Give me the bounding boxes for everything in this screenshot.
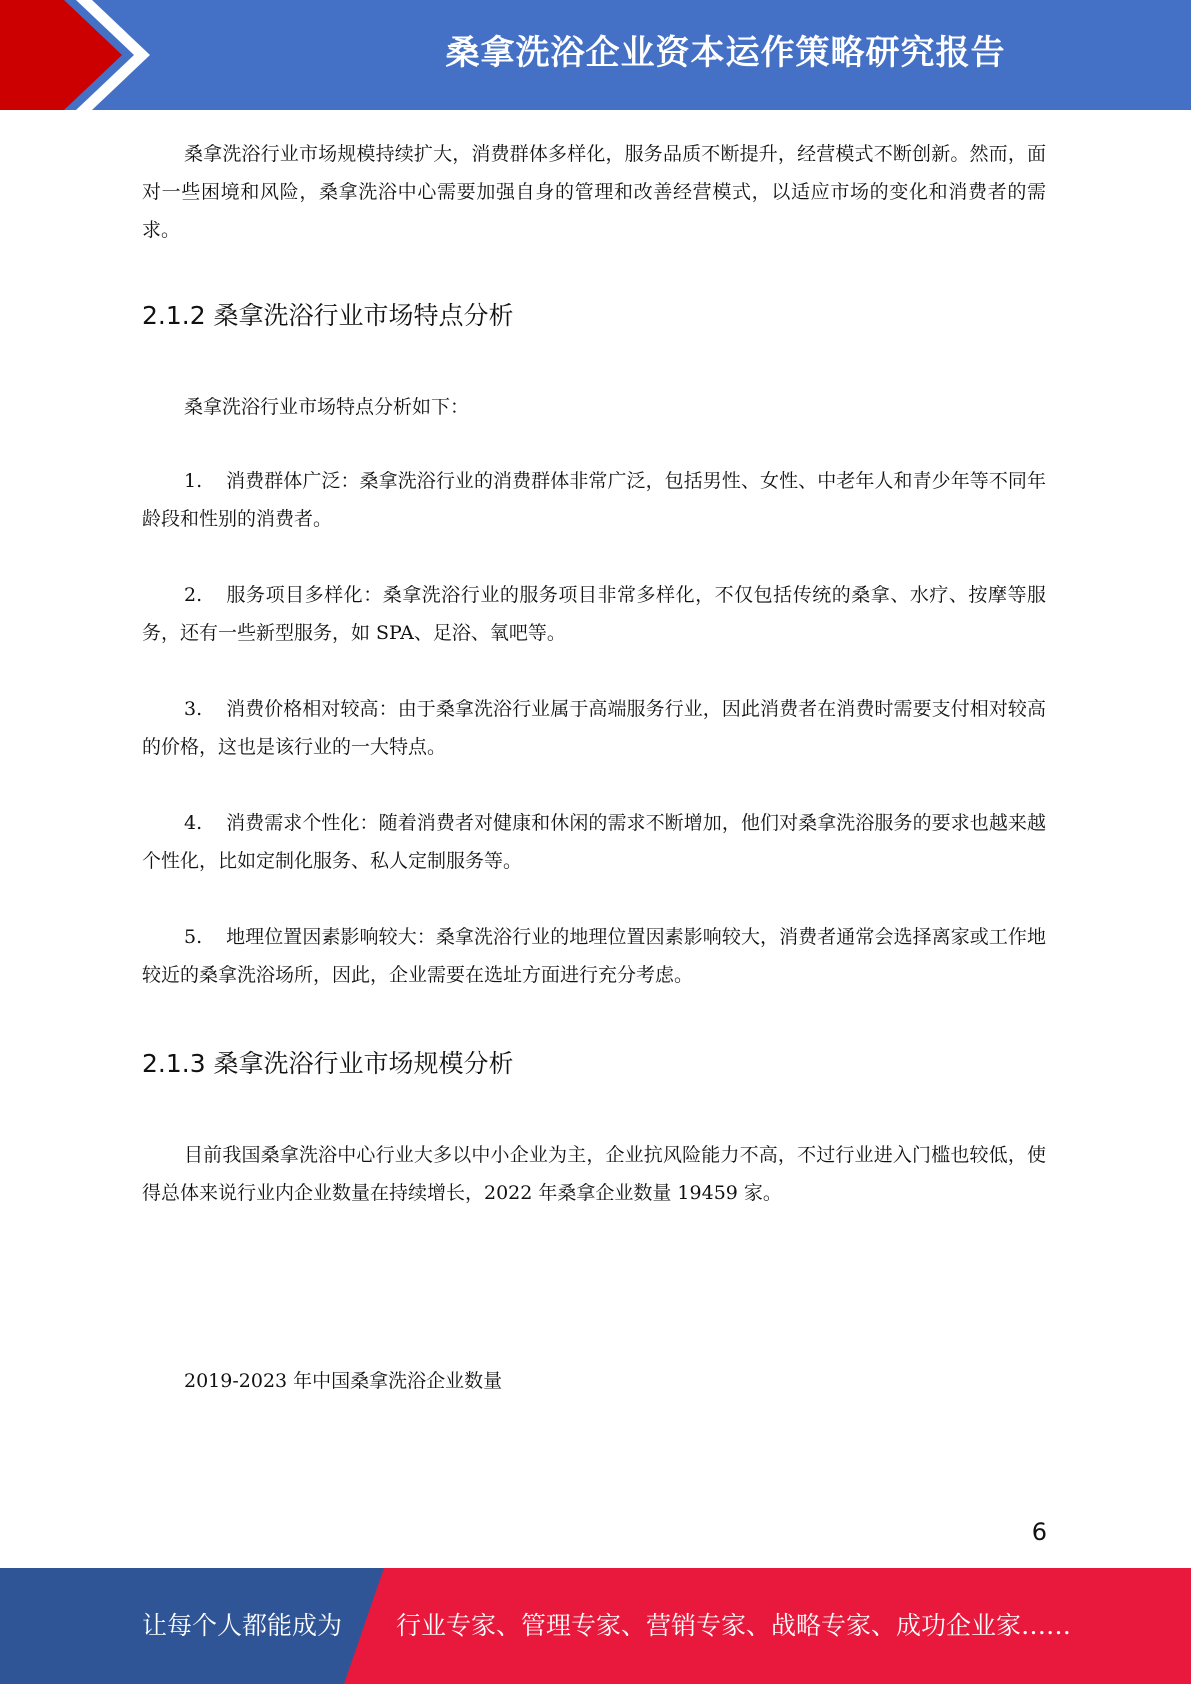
market-size-paragraph: 目前我国桑拿洗浴中心行业大多以中小企业为主，企业抗风险能力不高，不过行业进入门槛也较低，使得总体来说行业内企业数量在持续增长，2022 年桑拿企业数量 19459 家。 (142, 1144, 1046, 1204)
list-item-number: 4. (184, 812, 203, 834)
list-item-number: 3. (184, 698, 203, 720)
figure-caption: 2019-2023 年中国桑拿洗浴企业数量 (184, 1370, 503, 1392)
list-item (142, 462, 1046, 538)
list-item-text: 服务项目多样化：桑拿洗浴行业的服务项目非常多样化，不仅包括传统的桑拿、水疗、按摩等服务，还有一些新型服务，如 SPA、足浴、氧吧等。 (142, 584, 1046, 644)
list-item-text: 消费需求个性化：随着消费者对健康和休闲的需求不断增加，他们对桑拿洗浴服务的要求也越来越个性化，比如定制化服务、私人定制服务等。 (142, 812, 1046, 872)
footer-slogan-right: 行业专家、管理专家、营销专家、战略专家、成功企业家…… (396, 1611, 1072, 1640)
section-heading-2-1-2: 2.1.2 桑拿洗浴行业市场特点分析 (142, 301, 514, 330)
section-heading-2-1-3: 2.1.3 桑拿洗浴行业市场规模分析 (142, 1049, 514, 1078)
page-footer (0, 1568, 1191, 1684)
list-item (142, 918, 1046, 994)
header-chevron-decoration (0, 0, 160, 110)
intro-paragraph: 桑拿洗浴行业市场规模持续扩大，消费群体多样化，服务品质不断提升，经营模式不断创新。然而，面对一些困境和风险，桑拿洗浴中心需要加强自身的管理和改善经营模式，以适应市场的变化和消费者的需求。 (142, 143, 1046, 241)
list-item (142, 576, 1046, 652)
list-item-number: 2. (184, 584, 203, 606)
list-item-text: 消费群体广泛：桑拿洗浴行业的消费群体非常广泛，包括男性、女性、中老年人和青少年等不同年龄段和性别的消费者。 (142, 470, 1046, 530)
section-lead: 桑拿洗浴行业市场特点分析如下： (184, 396, 470, 418)
list-item-text: 消费价格相对较高：由于桑拿洗浴行业属于高端服务行业，因此消费者在消费时需要支付相对较高的价格，这也是该行业的一大特点。 (142, 698, 1046, 758)
list-item-number: 5. (184, 926, 203, 948)
list-item (142, 690, 1046, 766)
page-number: 6 (1031, 1518, 1047, 1546)
list-item (142, 804, 1046, 880)
footer-slogan-left: 让每个人都能成为 (142, 1611, 343, 1640)
report-title: 桑拿洗浴企业资本运作策略研究报告 (445, 33, 1006, 73)
list-item-text: 地理位置因素影响较大：桑拿洗浴行业的地理位置因素影响较大，消费者通常会选择离家或工作地较近的桑拿洗浴场所，因此，企业需要在选址方面进行充分考虑。 (142, 926, 1046, 986)
page-header (0, 0, 1191, 110)
list-item-number: 1. (184, 470, 203, 492)
